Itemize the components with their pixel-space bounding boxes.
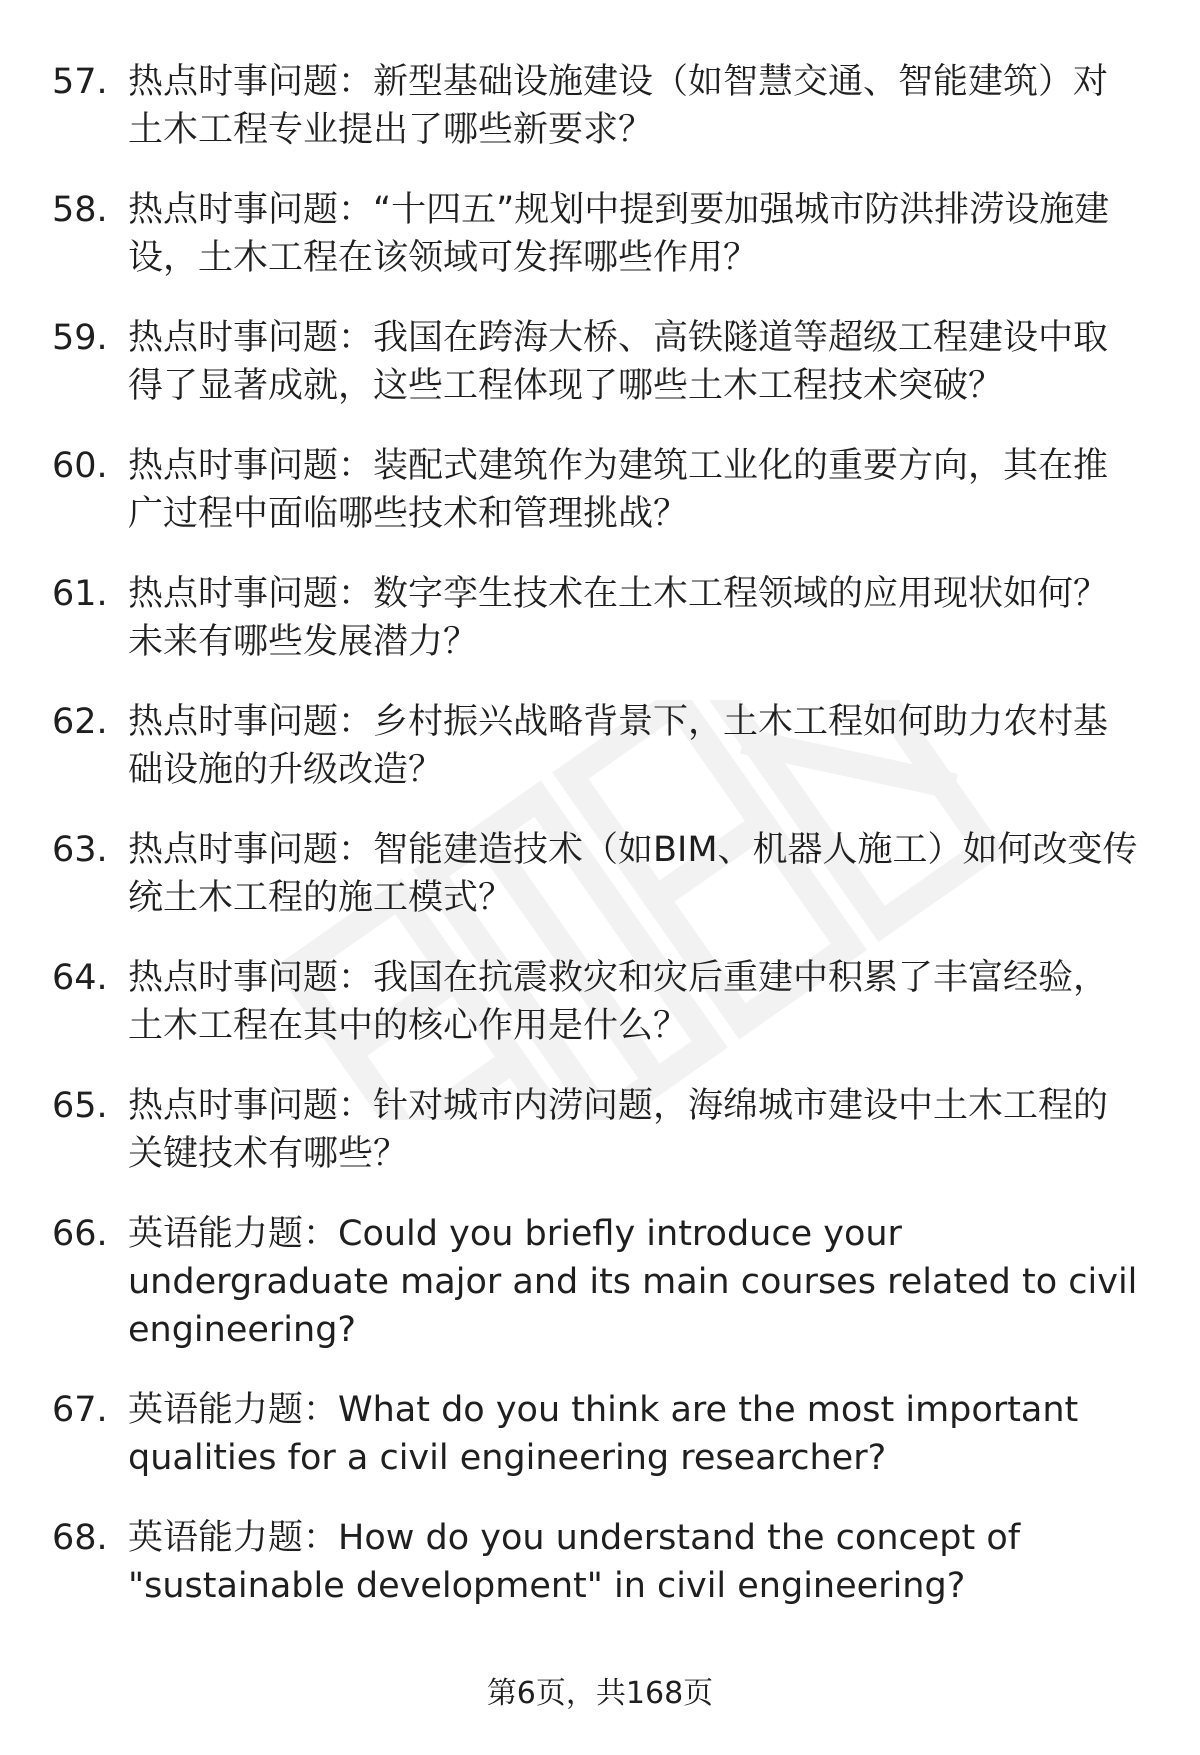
- question-text: 热点时事问题：我国在抗震救灾和灾后重建中积累了丰富经验，土木工程在其中的核心作用是什么？: [128, 958, 1109, 1046]
- question-item-68: [52, 1514, 1142, 1610]
- question-number: 63.: [52, 830, 108, 870]
- question-text: 英语能力题：Could you briefly introduce your undergraduate major and its main courses related to civil engineering?: [128, 1214, 1138, 1350]
- question-item-67: [52, 1386, 1142, 1482]
- question-item-60: [52, 442, 1142, 538]
- question-number: 64.: [52, 958, 108, 998]
- question-number: 66.: [52, 1214, 108, 1254]
- question-number: 59.: [52, 318, 108, 358]
- question-number: 57.: [52, 62, 108, 102]
- question-number: 68.: [52, 1518, 108, 1558]
- question-text: 英语能力题：What do you think are the most important qualities for a civil engineering researcher?: [128, 1390, 1079, 1478]
- page-footer: [0, 1674, 1200, 1714]
- question-item-58: [52, 186, 1142, 282]
- question-item-59: [52, 314, 1142, 410]
- question-number: 58.: [52, 190, 108, 230]
- question-text: 热点时事问题：我国在跨海大桥、高铁隧道等超级工程建设中取得了显著成就，这些工程体现了哪些土木工程技术突破？: [128, 318, 1109, 406]
- question-item-64: [52, 954, 1142, 1050]
- question-number: 65.: [52, 1086, 108, 1126]
- question-number: 60.: [52, 446, 108, 486]
- question-text: 热点时事问题：针对城市内涝问题，海绵城市建设中土木工程的关键技术有哪些？: [128, 1086, 1109, 1174]
- question-item-62: [52, 698, 1142, 794]
- question-item-63: [52, 826, 1142, 922]
- question-number: 62.: [52, 702, 108, 742]
- page-number-label: 第6页，共168页: [486, 1676, 714, 1711]
- question-item-61: [52, 570, 1142, 666]
- question-number: 61.: [52, 574, 108, 614]
- question-text: 热点时事问题：“十四五”规划中提到要加强城市防洪排涝设施建设，土木工程在该领域可发挥哪些作用？: [128, 190, 1110, 278]
- question-item-57: [52, 58, 1142, 154]
- question-number: 67.: [52, 1390, 108, 1430]
- question-text: 热点时事问题：装配式建筑作为建筑工业化的重要方向，其在推广过程中面临哪些技术和管理挑战？: [128, 446, 1109, 534]
- question-text: 英语能力题：How do you understand the concept of "sustainable development" in civil engineering?: [128, 1518, 1021, 1606]
- question-list: [52, 58, 1142, 1642]
- question-text: 热点时事问题：新型基础设施建设（如智慧交通、智能建筑）对土木工程专业提出了哪些新要求？: [128, 62, 1109, 150]
- question-item-66: [52, 1210, 1142, 1354]
- question-text: 热点时事问题：数字孪生技术在土木工程领域的应用现状如何？未来有哪些发展潜力？: [128, 574, 1109, 662]
- question-item-65: [52, 1082, 1142, 1178]
- question-text: 热点时事问题：乡村振兴战略背景下，土木工程如何助力农村基础设施的升级改造？: [128, 702, 1109, 790]
- question-text: 热点时事问题：智能建造技术（如BIM、机器人施工）如何改变传统土木工程的施工模式？: [128, 830, 1138, 918]
